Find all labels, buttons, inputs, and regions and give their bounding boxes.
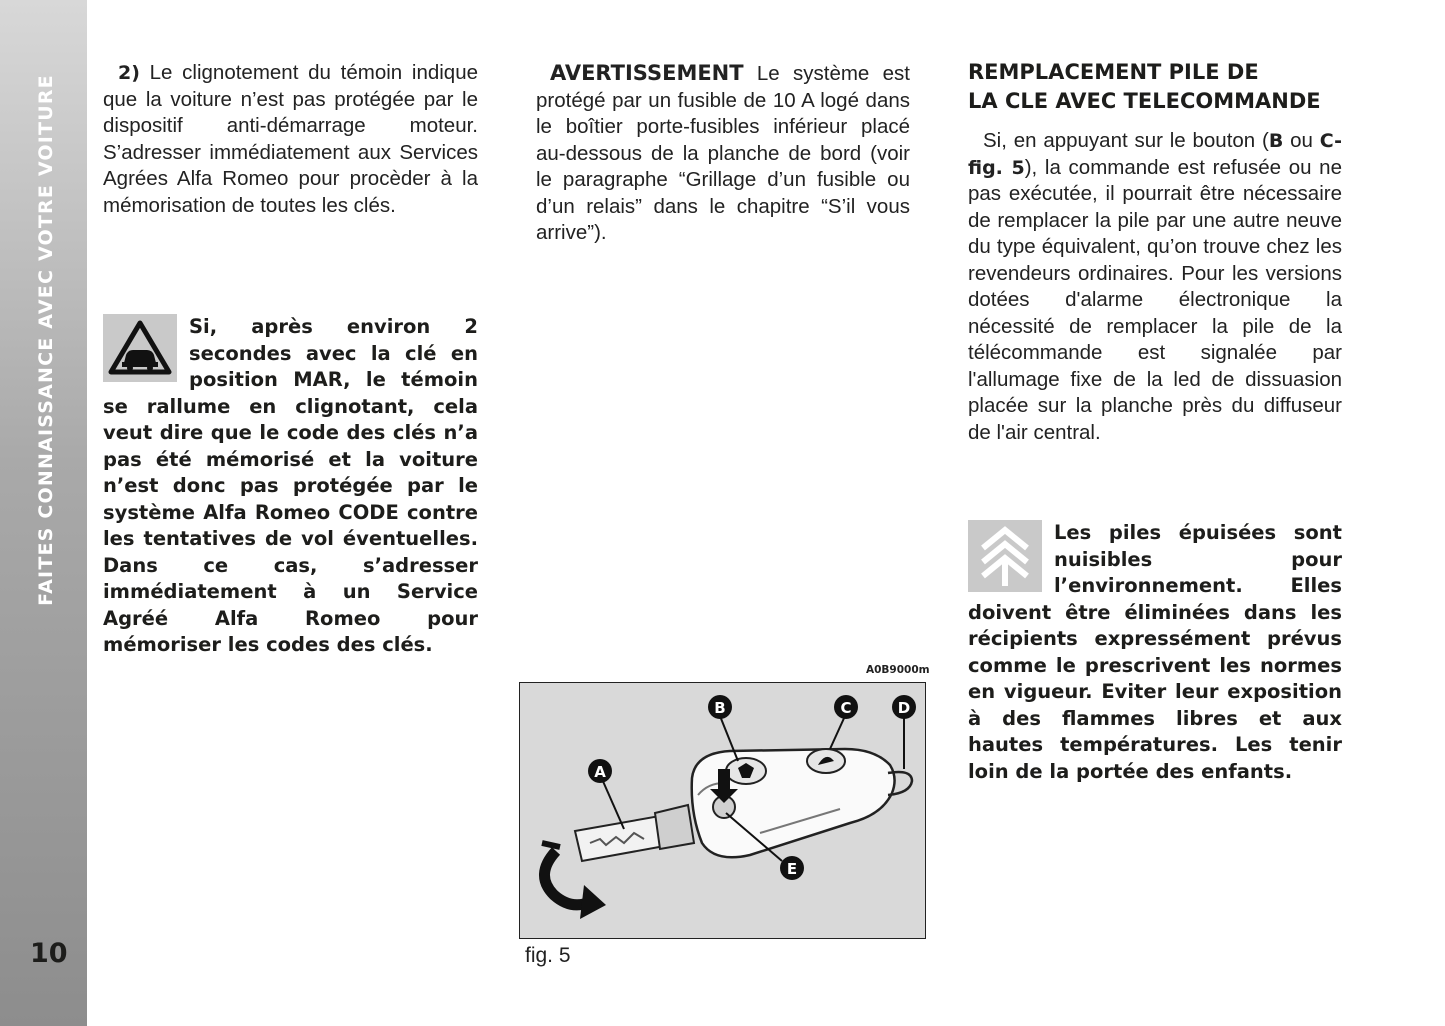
heading-line-1: REMPLACEMENT PILE DE [968,60,1259,84]
page-number: 10 [30,938,68,969]
button-b-ref: B [1268,130,1284,152]
callout-b: B [714,699,726,717]
battery-text-suffix: ), la commande est refusée ou ne pas exécutée, il pourrait être nécessaire de remplacer la pile par une autre neuve du type équivalent, qu’on trouve chez les revendeurs ordinaires. Pour les versions dotées d'alarme électronique la nécessité de remplacer la pile de la télécommande est signalée par l'allumage fixe de la led de dissuasion placée sur la planche près du diffuseur de l'air central. [968,155,1342,444]
recycle-chevrons-icon [968,520,1042,592]
figure-code: A0B9000m [866,664,930,676]
battery-paragraph [968,128,1342,446]
environment-text: Les piles épuisées sont nuisibles pour l’environnement. Elles doivent être éliminées dans les récipients expressément prévus comme le prescrivent les normes en vigueur. Eviter leur exposition à des flammes libres et aux hautes températures. Les tenir loin de la portée des enfants. [968,521,1342,783]
note-number: 2) [118,62,140,84]
section-heading [968,58,1348,116]
key-figure [519,682,926,939]
figure-caption: fig. 5 [525,944,571,967]
avertissement-label: AVERTISSEMENT [550,61,744,85]
warning-triangle-car-icon [103,314,177,382]
warning-text: Si, après environ 2 secondes avec la clé en position MAR, le témoin se rallume en clignotant, cela veut dire que le code des clés n’a pas été mémorisé et la voiture n’est donc pas protégée par le système Alfa Romeo CODE contre les tentatives de vol éventuelles. Dans ce cas, s’adresser immédiatement à un Service Agréé Alfa Romeo pour mémoriser les codes des clés. [103,315,478,656]
battery-text-mid: ou [1283,129,1320,152]
callout-a: A [594,763,606,781]
callout-e: E [786,860,798,878]
fig-ref: C-fig. 5 [968,130,1342,179]
battery-text-prefix: Si, en appuyant sur le bouton ( [983,129,1269,152]
note-2-paragraph [103,60,478,219]
avertissement-text: Le système est protégé par un fusible de 10 A logé dans le boîtier porte-fusibles inférieur placé au-dessous de la planche de bord (voir le paragraphe “Grillage d’un fusible ou d’un relais” dans le chapitre “S’il vous arrive”). [536,62,910,244]
callout-d: D [897,699,911,717]
note-2-text: Le clignotement du témoin indique que la voiture n’est pas protégée par le dispositif anti-démarrage moteur. S’adresser immédiatement aux Services Agrées Alfa Romeo pour procèder à la mémorisation de toutes les clés. [103,61,479,217]
heading-line-2: LA CLE AVEC TELECOMMANDE [968,89,1321,113]
sidebar-band [0,0,87,1026]
warning-block [103,314,478,659]
key-illustration [520,683,924,937]
chapter-title: FAITES CONNAISSANCE AVEC VOTRE VOITURE [35,74,57,606]
avertissement-paragraph [536,60,910,247]
environment-block [968,520,1342,785]
callout-c: C [840,699,852,717]
